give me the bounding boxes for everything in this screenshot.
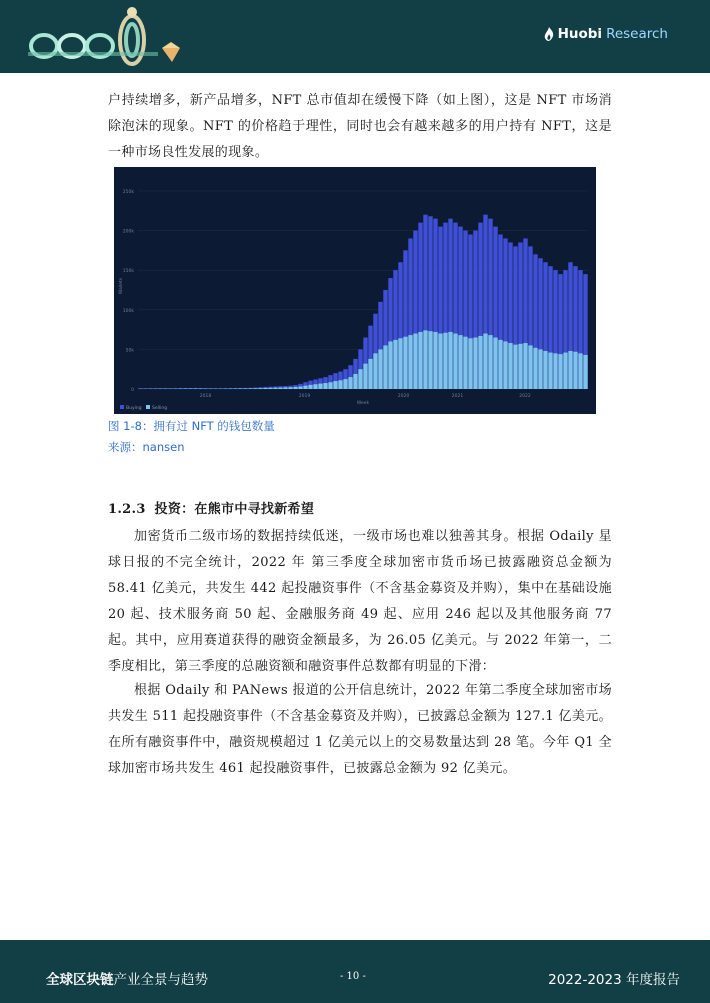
bar-selling xyxy=(523,343,527,389)
bar-selling xyxy=(518,344,522,389)
bar-selling xyxy=(363,364,367,389)
bar-selling xyxy=(278,388,282,389)
bar-selling xyxy=(383,345,387,389)
footer-title xyxy=(46,968,208,988)
bar-selling xyxy=(303,386,307,389)
bar-selling xyxy=(423,330,427,389)
bar-selling xyxy=(418,332,422,389)
bar-selling xyxy=(573,352,577,389)
x-tick-label: 2018 xyxy=(199,394,212,399)
bar-selling xyxy=(358,369,362,389)
legend-label: Buying xyxy=(126,406,142,411)
bar-selling xyxy=(558,354,562,389)
legend-swatch xyxy=(120,405,124,409)
x-tick-label: 2020 xyxy=(397,394,410,399)
x-tick-label: 2019 xyxy=(298,394,311,399)
legend-label: Selling xyxy=(152,406,168,411)
figure-caption: 图 1-8：拥有过 NFT 的钱包数量 xyxy=(108,419,275,433)
bar-selling xyxy=(393,340,397,389)
y-tick-label: 100k xyxy=(122,308,134,314)
bar-selling xyxy=(578,353,582,389)
section-heading xyxy=(108,498,314,517)
y-tick-label: 250k xyxy=(122,189,134,195)
bar-selling xyxy=(563,353,567,389)
bar-selling xyxy=(283,387,287,389)
bar-selling xyxy=(328,382,332,389)
brand-name: Huobi xyxy=(557,26,603,42)
bar-selling xyxy=(368,359,372,389)
bar-selling xyxy=(338,380,342,389)
section-title: 投资：在熊市中寻找新希望 xyxy=(154,502,315,517)
bar-selling xyxy=(543,351,547,389)
y-axis-label: Wallets xyxy=(119,277,124,295)
report-label: 2022-2023 年度报告 xyxy=(548,972,680,988)
bar-selling xyxy=(268,388,272,389)
bar-selling xyxy=(488,335,492,389)
bar-selling xyxy=(448,332,452,389)
bar-selling xyxy=(463,337,467,389)
bar-selling xyxy=(378,349,382,389)
bar-selling xyxy=(483,334,487,389)
bar-selling xyxy=(553,353,557,389)
bar-selling xyxy=(313,384,317,389)
bar-selling xyxy=(568,351,572,389)
y-tick-label: 50k xyxy=(125,348,134,354)
bar-selling xyxy=(348,377,352,389)
y-tick-label: 150k xyxy=(122,269,134,275)
bar-selling xyxy=(373,353,377,389)
brand-logo xyxy=(544,26,668,42)
bar-selling xyxy=(413,334,417,389)
x-tick-label: 2022 xyxy=(519,394,531,399)
page-footer xyxy=(0,940,710,1003)
bar-selling xyxy=(388,341,392,389)
bar-selling xyxy=(528,345,532,389)
bar-selling xyxy=(333,381,337,389)
section-number: 1.2.3 xyxy=(108,502,146,517)
brand-sub: Research xyxy=(606,26,668,42)
bar-selling xyxy=(398,338,402,389)
bar-selling xyxy=(403,337,407,389)
footer-title-rest: 产业全景与趋势 xyxy=(113,972,208,988)
y-tick-label: 200k xyxy=(122,229,134,235)
intro-paragraph: 户持续增多，新产品增多，NFT 总市值却在缓慢下降（如上图），这是 NFT 市场消除泡沫的现象。NFT 的价格趋于理性，同时也会有越来越多的用户持有 NFT，这是一种市场良性发展的现象。 xyxy=(108,93,612,160)
x-axis-label: Week xyxy=(356,401,370,406)
x-tick-label: 2021 xyxy=(451,394,464,399)
bar-selling xyxy=(548,353,552,389)
bar-selling xyxy=(498,340,502,389)
bar-selling xyxy=(443,333,447,389)
bar-selling xyxy=(453,334,457,389)
bar-selling xyxy=(538,349,542,389)
bar-selling xyxy=(473,338,477,390)
bar-selling xyxy=(438,334,442,389)
bar-selling xyxy=(353,374,357,389)
page-number: - 10 - xyxy=(340,971,366,982)
bar-selling xyxy=(248,388,252,389)
bar-selling xyxy=(458,335,462,389)
bar-selling xyxy=(258,388,262,389)
bar-selling xyxy=(243,388,247,389)
bar-selling xyxy=(288,387,292,389)
bar-selling xyxy=(478,336,482,389)
bar-selling xyxy=(408,335,412,389)
bar-selling xyxy=(293,387,297,389)
bar-selling xyxy=(253,388,257,389)
bar-selling xyxy=(273,388,277,389)
bar-selling xyxy=(428,331,432,389)
body-paragraph-1: 加密货币二级市场的数据持续低迷，一级市场也难以独善其身。根据 Odaily 星球日报的不完全统计，2022 年 第三季度全球加密市货币场已披露融资总金额为 58.41 亿美元，共发生 442 起投融资事件（不含基金募资及并购），集中在基础设施 20 起、技术服务商 50 起、金融服务商 49 起、应用 246 起以及其他服务商 77 起。其中，应用赛道获得的融资金额最多，为 26.05 亿美元。与 2022 年第一，二季度相比，第三季度的总融资额和融资事件总数都有明显的下滑： xyxy=(108,529,612,674)
bar-selling xyxy=(533,348,537,389)
bar-selling xyxy=(503,341,507,389)
bar-selling xyxy=(433,332,437,389)
nft-wallets-chart xyxy=(114,167,596,414)
flame-icon xyxy=(544,27,554,41)
bar-selling xyxy=(318,384,322,389)
bar-selling xyxy=(508,343,512,389)
page-header xyxy=(0,0,710,73)
bar-selling xyxy=(493,338,497,390)
bar-selling xyxy=(343,379,347,389)
bar-selling xyxy=(513,345,517,389)
y-tick-label: 0 xyxy=(131,388,134,393)
bar-selling xyxy=(298,386,302,389)
bar-selling xyxy=(238,388,242,389)
legend-swatch xyxy=(146,405,150,409)
bar-selling xyxy=(468,338,472,389)
bar-selling xyxy=(308,385,312,389)
chart-svg xyxy=(114,167,596,414)
bar-selling xyxy=(583,355,587,389)
body-paragraph-2: 根据 Odaily 和 PANews 报道的公开信息统计，2022 年第二季度全球加密市场共发生 511 起投融资事件（不含基金募资及并购），已披露总金额为 127.1 亿美元。在所有融资事件中，融资规模超过 1 亿美元以上的交易数量达到 28 笔。今年 Q1 全球加密市场共发生 461 起投融资事件，已披露总金额为 92 亿美元。 xyxy=(108,683,612,776)
bar-selling xyxy=(323,383,327,389)
footer-title-bold: 全球区块链 xyxy=(46,972,114,988)
bar-selling xyxy=(263,388,267,389)
figure-source: 来源：nansen xyxy=(108,440,185,454)
chain-rings-illustration xyxy=(22,4,192,70)
